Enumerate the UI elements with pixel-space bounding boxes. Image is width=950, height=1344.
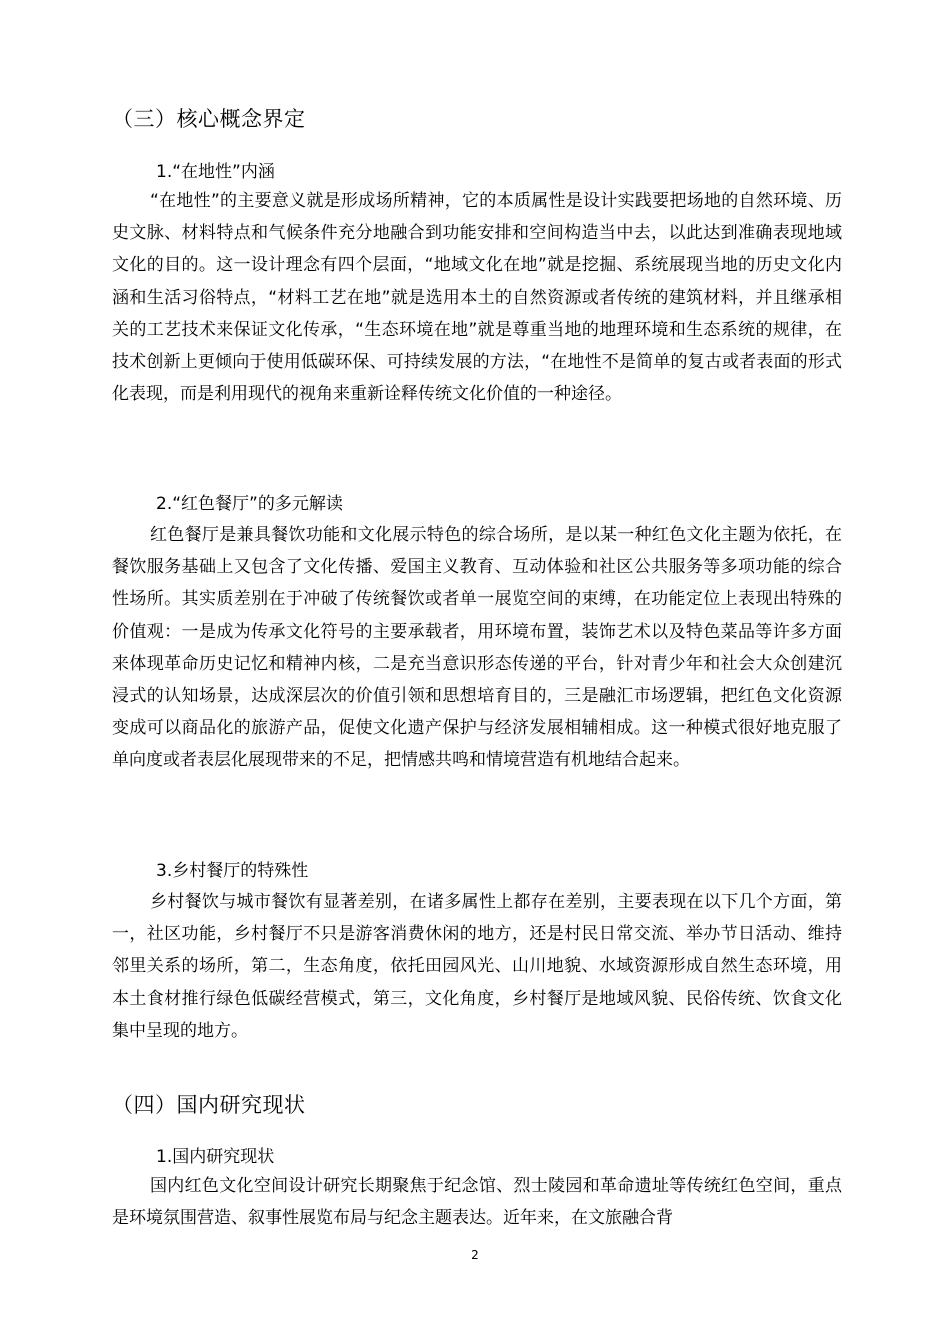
section-heading-core-concepts: （三）核心概念界定 <box>112 107 306 131</box>
subheading-rural-restaurant: 3.乡村餐厅的特殊性 <box>156 861 309 881</box>
subheading-locality: 1.“在地性”内涵 <box>156 162 275 182</box>
subheading-red-restaurant: 2.“红色餐厅”的多元解读 <box>156 494 343 514</box>
subheading-domestic-research: 1.国内研究现状 <box>156 1147 275 1167</box>
page-number: 2 <box>471 1248 479 1262</box>
paragraph-red-restaurant: 红色餐厅是兼具餐饮功能和文化展示特色的综合场所，是以某一种红色文化主题为依托，在餐饮服务基础上又包含了文化传播、爱国主义教育、互动体验和社区公共服务等多项功能的综合性场所。其实质差别在于冲破了传统餐饮或者单一展览空间的束缚，在功能定位上表现出特殊的价值观：一是成为传承文化符号的主要承载者，用环境布置，装饰艺术以及特色菜品等许多方面来体现革命历史记忆和精神内核，二是充当意识形态传递的平台，针对青少年和社会大众创建沉浸式的认知场景，达成深层次的价值引领和思想培育目的，三是融汇市场逻辑，把红色文化资源变成可以商品化的旅游产品，促使文化遗产保护与经济发展相辅相成。这一种模式很好地克服了单向度或者表层化展现带来的不足，把情感共鸣和情境营造有机地结合起来。 <box>112 525 842 771</box>
paragraph-domestic-research: 国内红色文化空间设计研究长期聚焦于纪念馆、烈士陵园和革命遗址等传统红色空间，重点是环境氛围营造、叙事性展览布局与纪念主题表达。近年来，在文旅融合背 <box>112 1176 842 1229</box>
paragraph-rural-restaurant: 乡村餐饮与城市餐饮有显著差别，在诸多属性上都存在差别，主要表现在以下几个方面，第一，社区功能，乡村餐厅不只是游客消费休闲的地方，还是村民日常交流、举办节日活动、维持邻里关系的场所，第二，生态角度，依托田园风光、山川地貌、水域资源形成自然生态环境，用本土食材推行绿色低碳经营模式，第三，文化角度，乡村餐厅是地域风貌、民俗传统、饮食文化集中呈现的地方。 <box>112 892 842 1041</box>
paragraph-locality: “在地性”的主要意义就是形成场所精神，它的本质属性是设计实践要把场地的自然环境、历史文脉、材料特点和气候条件充分地融合到功能安排和空间构造当中去，以此达到准确表现地域文化的目的。这一设计理念有四个层面，“地域文化在地”就是挖掘、系统展现当地的历史文化内涵和生活习俗特点，“材料工艺在地”就是选用本土的自然资源或者传统的建筑材料，并且继承相关的工艺技术来保证文化传承，“生态环境在地”就是尊重当地的地理环境和生态系统的规律，在技术创新上更倾向于使用低碳环保、可持续发展的方法，“在地性不是简单的复古或者表面的形式化表现，而是利用现代的视角来重新诠释传统文化价值的一种途径。 <box>112 191 842 405</box>
section-heading-domestic-research: （四）国内研究现状 <box>112 1093 306 1117</box>
